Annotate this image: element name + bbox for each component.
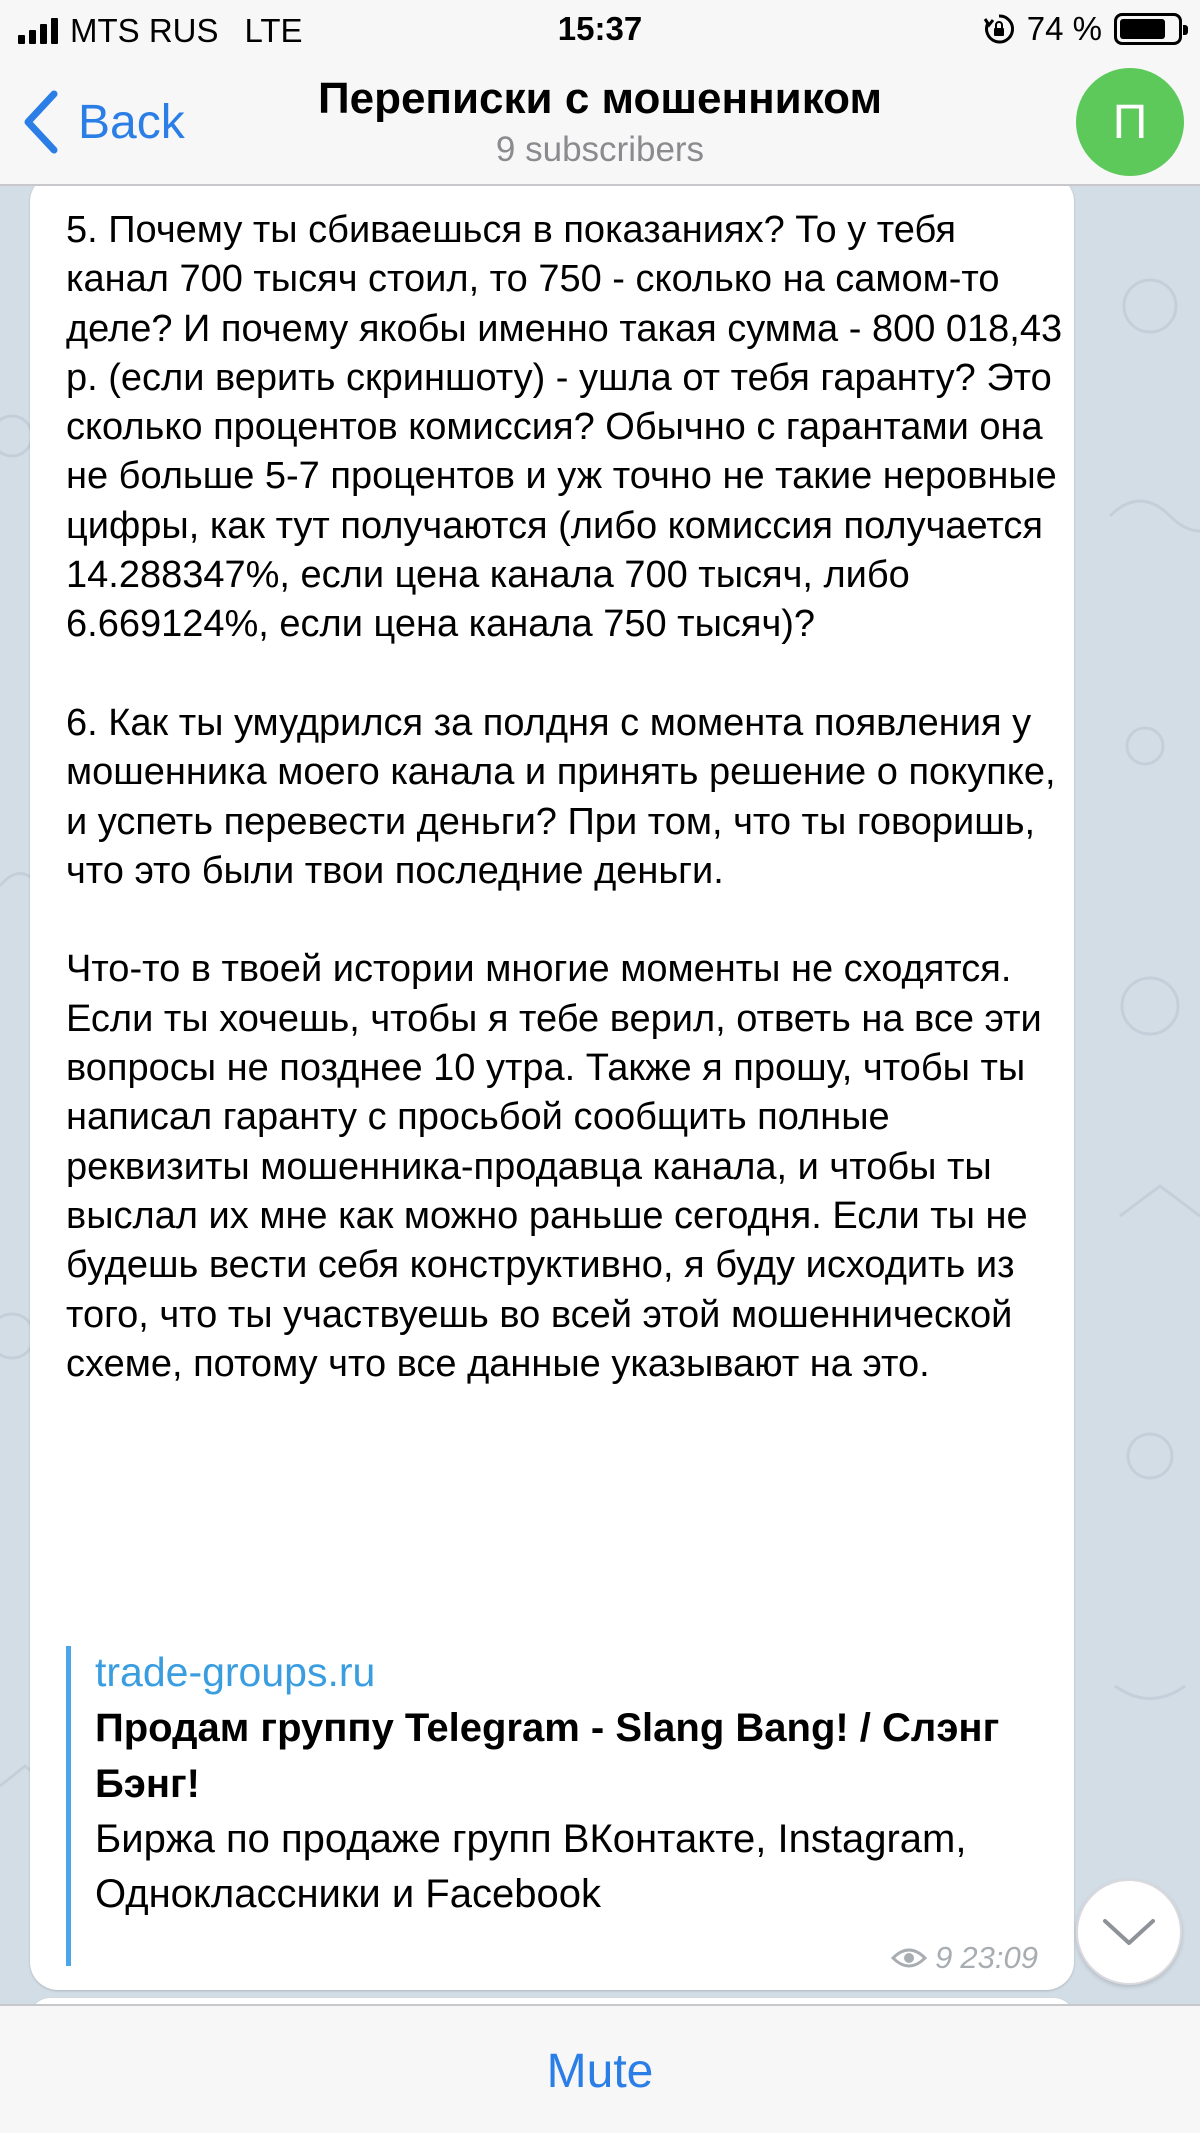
message-text: 5. Почему ты сбиваешься в показаниях? То у тебя канал 700 тысяч стоил, то 750 - сколько на самом-то деле? И почему якобы именно такая сумма - 800 018,43 р. (если верить скриншоту) - ушла от тебя гаранту? Это сколько процентов комиссия? Обычно с гарантами она не больше 5-7 процентов и уж точно не такие неровные цифры, как тут получаются (либо комиссия получается 14.288347%, если цена канала 700 тысяч, либо 6.669124%, если цена канала 750 тысяч)? 6. Как ты умудрился за полдня с момента появления у мошенника моего канала и принять решение о покупке, и успеть перевести деньги? При том, что ты говоришь, что это были твои последние деньги. Что-то в твоей истории многие моменты не сходятся. Если ты хочешь, чтобы я тебе верил, ответь на все эти вопросы не позднее 10 утра. Также я прошу, чтобы ты написал гаранту с просьбой сообщить полные реквизиты мошенника-продавца канала, и чтобы ты выслал их мне как можно раньше сегодня. Если ты не будешь вести себя конструктивно, я буду исходить из того, что ты участвуешь во всей этой мошеннической схеме, потому что все данные указывают на это. bbox=[66, 209, 1063, 1385]
back-label: Back bbox=[78, 95, 185, 149]
network-type: LTE bbox=[244, 12, 303, 49]
bottom-bar bbox=[0, 2004, 1200, 2133]
battery-icon bbox=[1114, 13, 1182, 45]
channel-avatar[interactable]: П bbox=[1076, 68, 1184, 176]
link-preview-site[interactable]: trade-groups.ru bbox=[95, 1649, 376, 1695]
chevron-down-icon bbox=[1101, 1915, 1157, 1949]
nav-bar bbox=[0, 60, 1200, 186]
link-preview-title: Продам группу Telegram - Slang Bang! / Слэнг Бэнг! bbox=[95, 1706, 1000, 1806]
status-right bbox=[983, 10, 1182, 48]
chat-area[interactable] bbox=[0, 186, 1200, 2004]
view-count: 9 bbox=[935, 1940, 953, 1975]
eye-icon bbox=[891, 1946, 927, 1970]
status-time: 15:37 bbox=[557, 10, 643, 47]
status-bar bbox=[0, 0, 1200, 60]
channel-post[interactable] bbox=[30, 186, 1074, 1990]
message-time: 23:09 bbox=[960, 1940, 1038, 1975]
subscriber-count: 9 subscribers bbox=[495, 130, 705, 169]
link-preview-description: Биржа по продаже групп ВКонтакте, Instagram, Одноклассники и Facebook bbox=[95, 1817, 967, 1916]
mute-button[interactable]: Mute bbox=[546, 2045, 654, 2098]
scroll-down-button[interactable] bbox=[1076, 1879, 1182, 1985]
carrier-name: MTS RUS bbox=[70, 12, 219, 49]
channel-title[interactable]: Переписки с мошенником bbox=[317, 74, 882, 123]
message-meta bbox=[891, 1940, 1038, 1976]
link-preview[interactable] bbox=[66, 1646, 1056, 1966]
orientation-lock-icon bbox=[983, 13, 1015, 45]
battery-percent: 74 % bbox=[1026, 10, 1102, 47]
